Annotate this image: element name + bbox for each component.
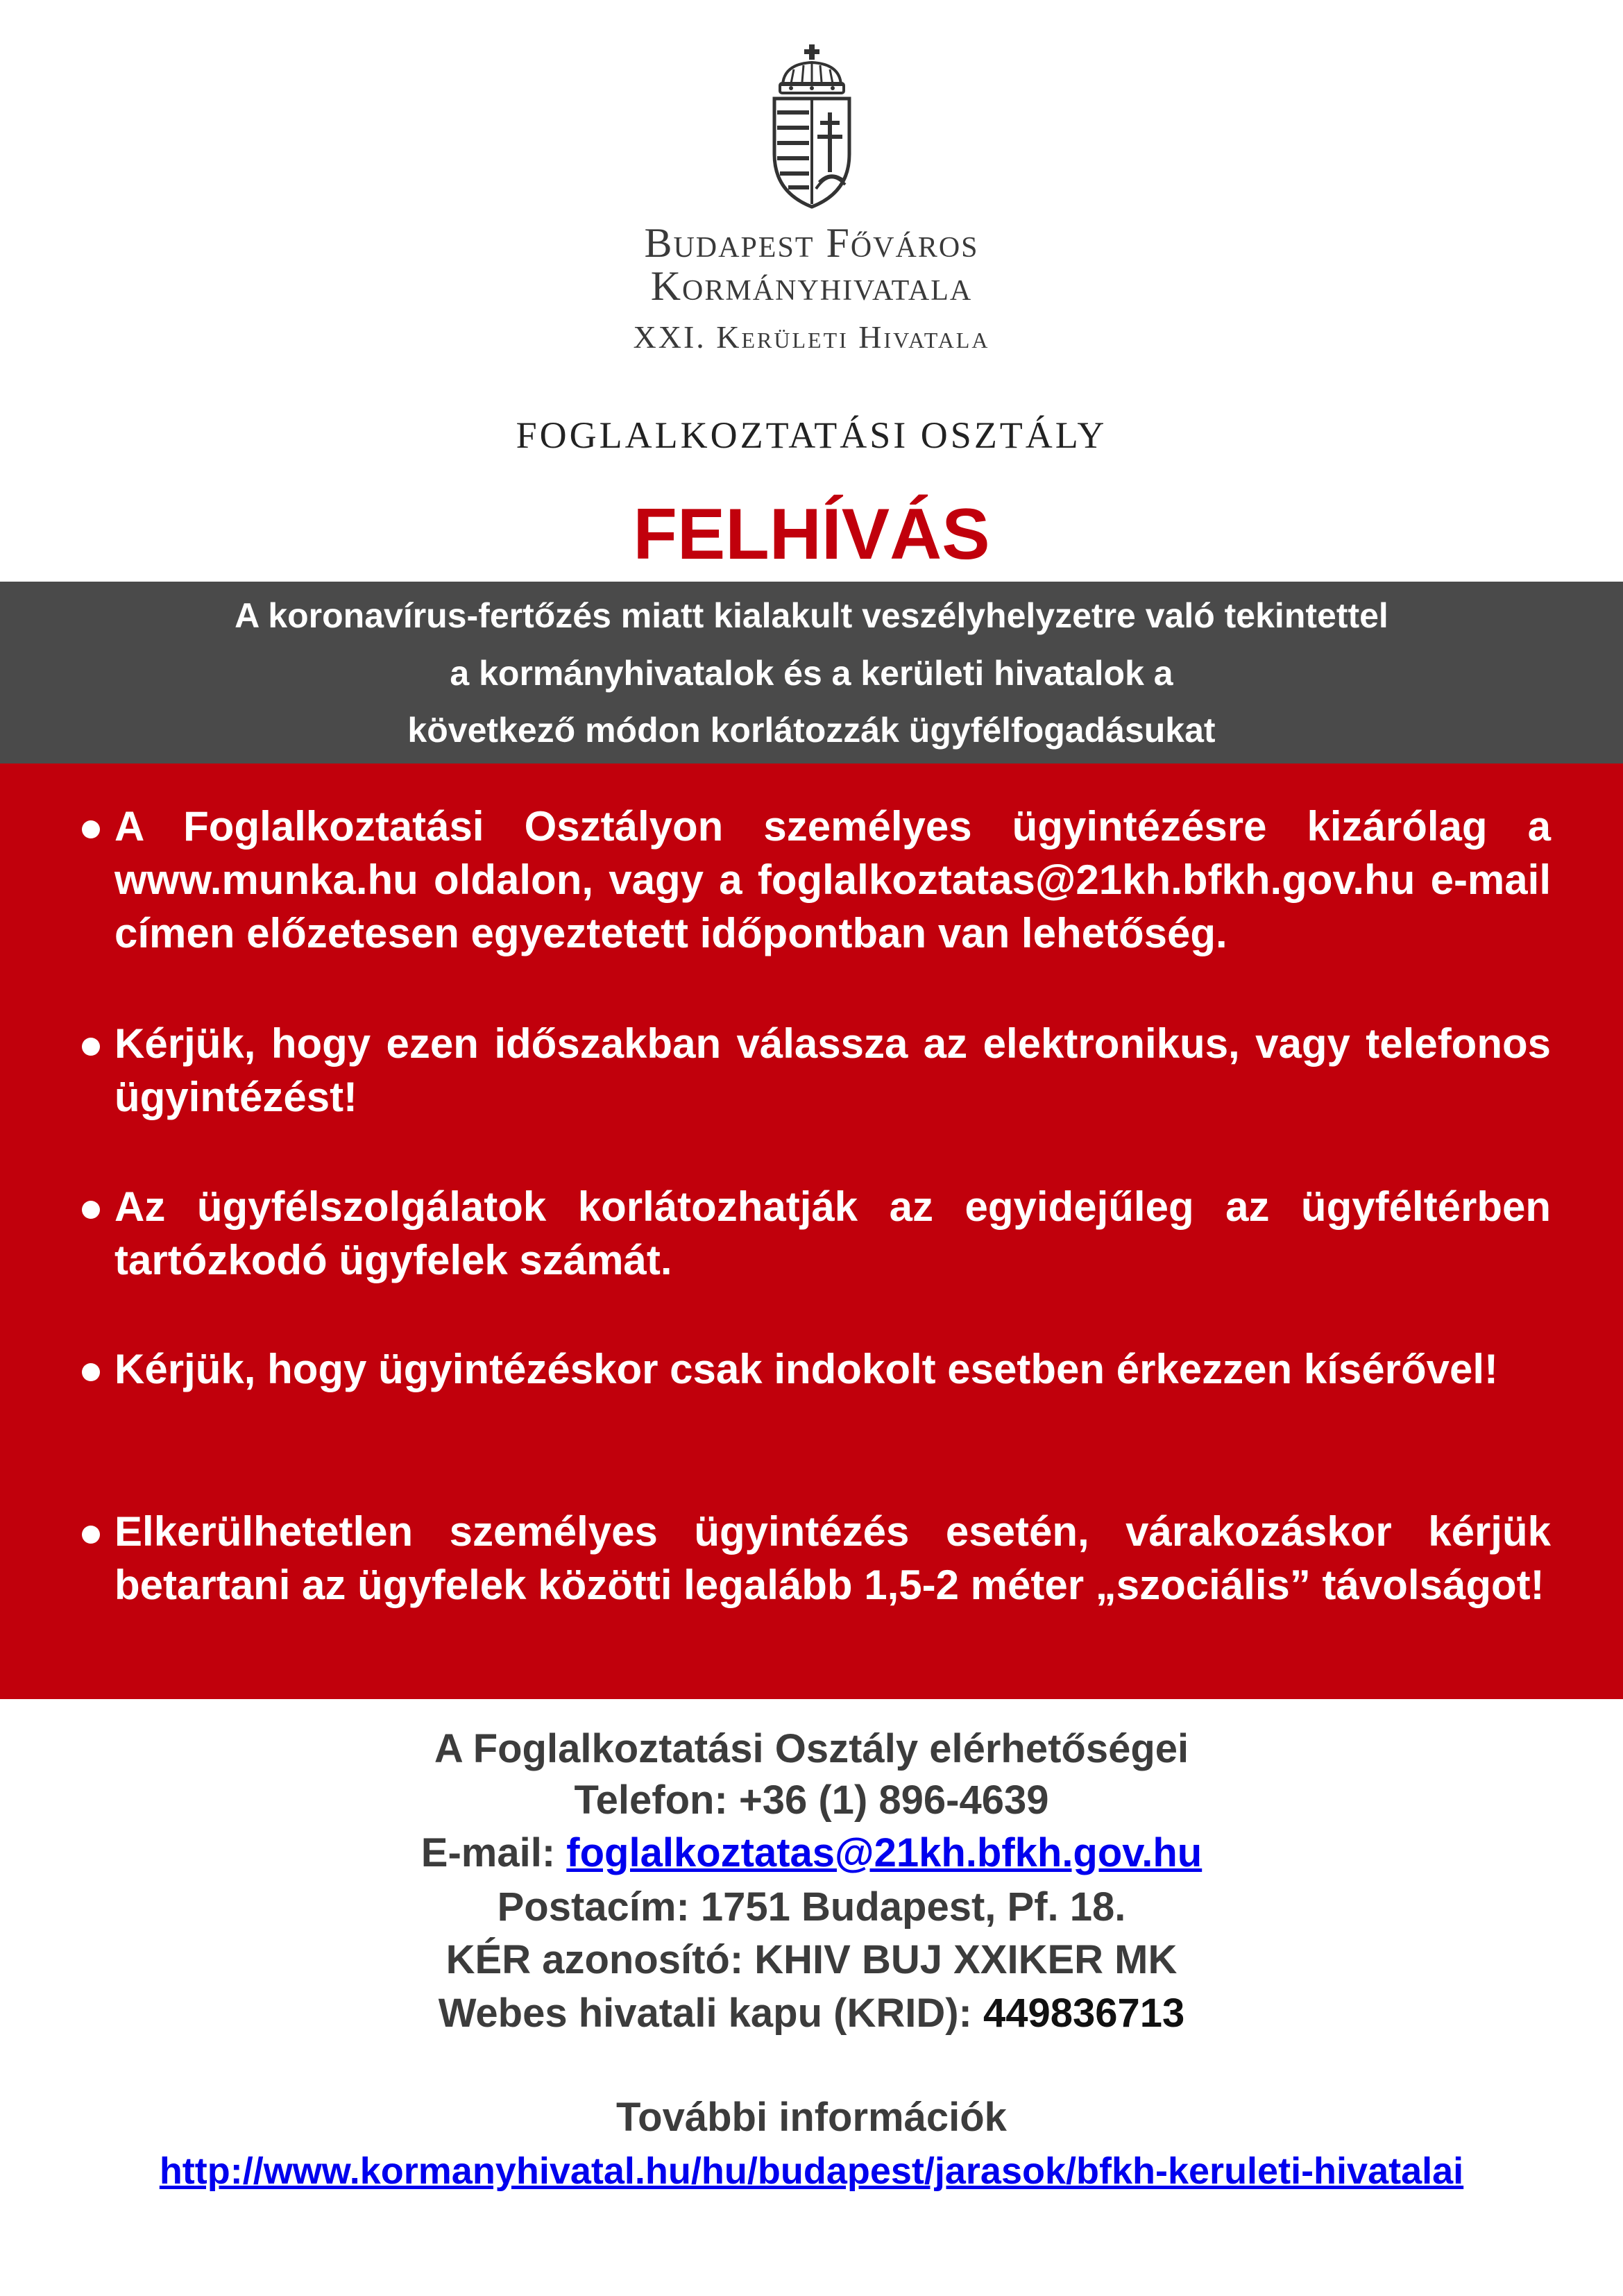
bullet-icon — [82, 1038, 100, 1056]
contact-krid-row — [0, 1989, 1623, 2038]
department-title: FOGLALKOZTATÁSI OSZTÁLY — [516, 414, 1107, 456]
page-title: FELHÍVÁS — [633, 494, 990, 575]
intro-banner — [0, 582, 1623, 763]
list-item: Elkerülhetetlen személyes ügyintézés esetén, várakozáskor kérjük betartani az ügyfelek közötti legalább 1,5-2 méter „szociális” távolságot! — [114, 1508, 1551, 1608]
more-info-row — [0, 2146, 1623, 2196]
more-info-link[interactable]: http://www.kormanyhivatal.hu/hu/budapest/jarasok/bfkh-keruleti-hivatalai — [159, 2150, 1464, 2192]
contact-email-row — [0, 1828, 1623, 1878]
intro-line: következő módon korlátozzák ügyfélfogadásukat — [407, 711, 1216, 750]
bullet-icon — [82, 1363, 100, 1381]
more-info-heading: További információk — [616, 2095, 1007, 2140]
rules-list — [0, 763, 1623, 1699]
contact-email-label: E-mail: — [420, 1830, 567, 1875]
org-name-line2: Kormányhivatala — [650, 263, 973, 309]
list-item: A Foglalkoztatási Osztályon személyes ügyintézésre kizárólag a www.munka.hu oldalon, vagy a foglalkoztatas@21kh.bfkh.gov.hu e-mail címen előzetesen egyeztetett időpontban van lehetőség. — [114, 803, 1551, 956]
list-item: Az ügyfélszolgálatok korlátozhatják az egyidejűleg az ügyféltérben tartózkodó ügyfelek számát. — [114, 1183, 1551, 1283]
intro-line: a kormányhivatalok és a kerületi hivatalok a — [450, 654, 1173, 693]
list-item: Kérjük, hogy ügyintézéskor csak indokolt esetben érkezzen kísérővel! — [114, 1346, 1499, 1392]
bullet-icon — [82, 1526, 100, 1544]
contact-email-link[interactable]: foglalkoztatas@21kh.bfkh.gov.hu — [566, 1830, 1203, 1875]
contact-postal: Postacím: 1751 Budapest, Pf. 18. — [497, 1884, 1126, 1930]
contact-heading: A Foglalkoztatási Osztály elérhetőségei — [434, 1726, 1189, 1771]
org-subdivision: XXI. Kerületi Hivatala — [633, 319, 990, 355]
hungarian-coat-of-arms-icon — [763, 43, 860, 210]
contact-phone: Telefon: +36 (1) 896-4639 — [574, 1778, 1049, 1823]
list-item: Kérjük, hogy ezen időszakban válassza az elektronikus, vagy telefonos ügyintézést! — [114, 1020, 1551, 1120]
bullet-icon — [82, 1201, 100, 1219]
contact-krid-value: 449836713 — [983, 1991, 1185, 2036]
org-name-line1: Budapest Főváros — [644, 220, 979, 266]
bullet-icon — [82, 820, 100, 838]
contact-krid-label: Webes hivatali kapu (KRID): — [438, 1991, 983, 2036]
contact-ker-id: KÉR azonosító: KHIV BUJ XXIKER MK — [445, 1937, 1178, 1982]
intro-line: A koronavírus-fertőzés miatt kialakult veszélyhelyzetre való tekintettel — [235, 596, 1388, 635]
